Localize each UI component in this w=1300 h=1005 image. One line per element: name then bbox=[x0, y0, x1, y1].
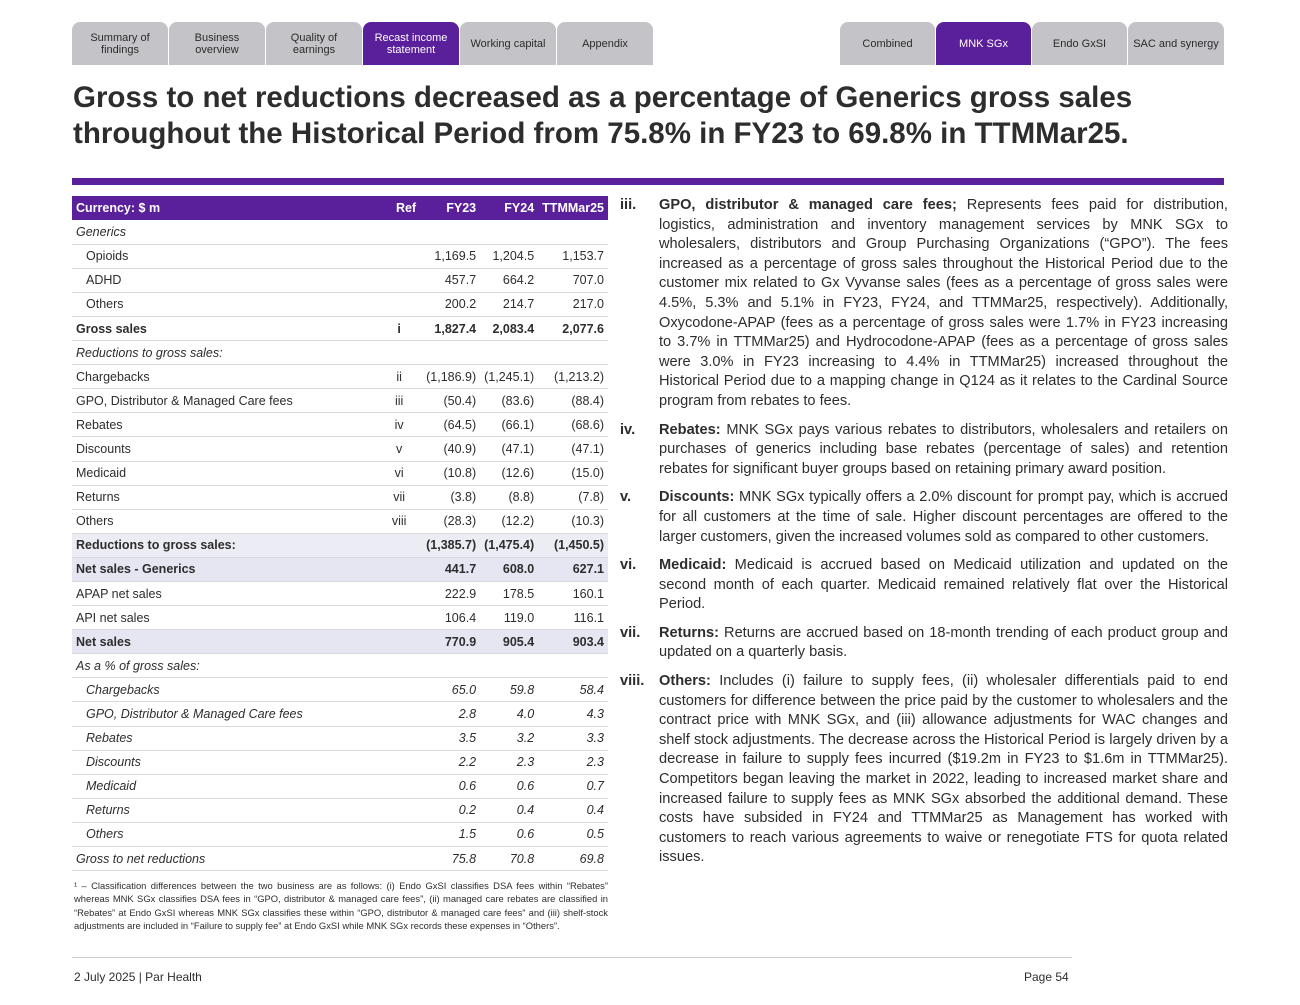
row-fy23-value: 65.0 bbox=[422, 678, 480, 702]
item-text: Represents fees paid for distribution, logistics, administration and inventory management services by MNK SGx to wholesalers, distributors and Group Purchasing Organizations (“GPO”). The fees increased as a percentage of gross sales throughout the Historical Period due to the customer mix related to Gx Vyvanse sales (fees as a percentage of gross sales were 4.5%, 5.3% and 5.1% in FY23, FY24, and TTMMar25, respectively). Additionally, Oxycodone-APAP (fees as a percentage of gross sales were 1.7% in FY23 increasing to 3.7% in TTMMar25) and Hydrocodone-APAP (fees as a percentage of gross sales were 3.0% in FY23 increasing to 4.4% in TTMMar25) increased throughout the Historical Period due to a mapping change in Q124 as it relates to the Cardinal Source program from rebates to fees. bbox=[659, 197, 1228, 409]
row-label: Opioids bbox=[72, 244, 376, 268]
table-row bbox=[72, 292, 608, 316]
item-number: viii. bbox=[620, 673, 645, 690]
row-fy23-value: 0.6 bbox=[422, 774, 480, 798]
row-fy24-value: 70.8 bbox=[480, 847, 538, 871]
table-row bbox=[72, 702, 608, 726]
row-label: API net sales bbox=[72, 606, 376, 630]
row-label: Reductions to gross sales: bbox=[72, 533, 376, 557]
table-row bbox=[72, 750, 608, 774]
row-fy23-value: 441.7 bbox=[422, 557, 480, 581]
row-fy24-value: (12.2) bbox=[480, 509, 538, 533]
row-ttmmar25-value: 1,153.7 bbox=[538, 244, 608, 268]
footer-date-client: 2 July 2025 | Par Health bbox=[74, 970, 202, 984]
item-heading: GPO, distributor & managed care fees; bbox=[659, 197, 957, 213]
row-label: Returns bbox=[72, 798, 376, 822]
table-row bbox=[72, 533, 608, 557]
table-row bbox=[72, 413, 608, 437]
header-ref: Ref bbox=[376, 196, 422, 220]
tab-sac-and-synergy[interactable]: SAC and synergy bbox=[1128, 22, 1224, 65]
row-fy24-value: 178.5 bbox=[480, 582, 538, 606]
row-label: Others bbox=[72, 822, 376, 846]
row-label: Generics bbox=[72, 220, 376, 244]
row-label: Discounts bbox=[72, 437, 376, 461]
row-ref bbox=[376, 726, 422, 750]
row-ttmmar25-value: (7.8) bbox=[538, 485, 608, 509]
section-tabs bbox=[72, 22, 654, 65]
item-body bbox=[659, 556, 1228, 615]
row-ref bbox=[376, 220, 422, 244]
row-label: Net sales bbox=[72, 630, 376, 654]
row-ref: v bbox=[376, 437, 422, 461]
commentary-item bbox=[620, 488, 1228, 547]
table-row bbox=[72, 461, 608, 485]
row-ttmmar25-value: (1,213.2) bbox=[538, 365, 608, 389]
header-ttmmar25: TTMMar25 bbox=[538, 196, 608, 220]
table-footnote: ¹ – Classification differences between the two business are as follows: (i) Endo GxSI classifies DSA fees within “Rebates” whereas MNK SGx classifies DSA fees in “GPO, distributor & managed care fees”, (ii) managed care rebates are classified in “Rebates” at Endo GxSI whereas MNK SGx classifies these within “GPO, distributor & managed care fees” and (iii) shelf-stock adjustments are included in “Failure to supply fee” at Endo GxSI while MNK SGx records these expenses in “Others”. bbox=[74, 880, 608, 932]
table-row bbox=[72, 847, 608, 871]
row-fy23-value: 2.2 bbox=[422, 750, 480, 774]
commentary-item bbox=[620, 672, 1228, 868]
row-ttmmar25-value bbox=[538, 654, 608, 678]
row-label: Net sales - Generics bbox=[72, 557, 376, 581]
table-row bbox=[72, 798, 608, 822]
table-row bbox=[72, 678, 608, 702]
header-currency: Currency: $ m bbox=[72, 196, 376, 220]
row-ref bbox=[376, 606, 422, 630]
row-label: ADHD bbox=[72, 268, 376, 292]
item-body bbox=[659, 488, 1228, 547]
table-row bbox=[72, 316, 608, 340]
table-body bbox=[72, 220, 608, 871]
row-fy24-value: 0.4 bbox=[480, 798, 538, 822]
row-label: As a % of gross sales: bbox=[72, 654, 376, 678]
row-ref bbox=[376, 847, 422, 871]
commentary-item bbox=[620, 421, 1228, 480]
header-fy24: FY24 bbox=[480, 196, 538, 220]
row-label: GPO, Distributor & Managed Care fees bbox=[72, 389, 376, 413]
table-row bbox=[72, 389, 608, 413]
row-ttmmar25-value: 707.0 bbox=[538, 268, 608, 292]
row-ref bbox=[376, 341, 422, 365]
row-ttmmar25-value: 58.4 bbox=[538, 678, 608, 702]
row-ttmmar25-value: 0.7 bbox=[538, 774, 608, 798]
row-fy23-value: 457.7 bbox=[422, 268, 480, 292]
row-ref bbox=[376, 582, 422, 606]
row-label: Chargebacks bbox=[72, 365, 376, 389]
row-fy24-value: 214.7 bbox=[480, 292, 538, 316]
row-ref bbox=[376, 630, 422, 654]
row-label: GPO, Distributor & Managed Care fees bbox=[72, 702, 376, 726]
row-label: Others bbox=[72, 292, 376, 316]
commentary-item bbox=[620, 196, 1228, 412]
row-ref: vii bbox=[376, 485, 422, 509]
row-fy23-value: (28.3) bbox=[422, 509, 480, 533]
row-ttmmar25-value: 2.3 bbox=[538, 750, 608, 774]
row-fy23-value: 3.5 bbox=[422, 726, 480, 750]
row-ref bbox=[376, 750, 422, 774]
row-ttmmar25-value: (68.6) bbox=[538, 413, 608, 437]
item-number: vii. bbox=[620, 624, 641, 641]
tab-quality-of-earnings[interactable]: Quality of earnings bbox=[266, 22, 362, 65]
row-ttmmar25-value bbox=[538, 341, 608, 365]
row-label: Discounts bbox=[72, 750, 376, 774]
footer-divider bbox=[72, 957, 1072, 958]
table-header-row bbox=[72, 196, 608, 220]
row-label: Reductions to gross sales: bbox=[72, 341, 376, 365]
row-label: Gross sales bbox=[72, 316, 376, 340]
row-ref bbox=[376, 268, 422, 292]
table-row bbox=[72, 437, 608, 461]
row-ttmmar25-value: (88.4) bbox=[538, 389, 608, 413]
row-fy23-value: 75.8 bbox=[422, 847, 480, 871]
table-row bbox=[72, 341, 608, 365]
table-row bbox=[72, 822, 608, 846]
row-ref: viii bbox=[376, 509, 422, 533]
row-fy24-value: 1,204.5 bbox=[480, 244, 538, 268]
item-number: iv. bbox=[620, 421, 636, 438]
row-ref bbox=[376, 774, 422, 798]
row-label: APAP net sales bbox=[72, 582, 376, 606]
header-fy23: FY23 bbox=[422, 196, 480, 220]
row-fy24-value bbox=[480, 341, 538, 365]
row-ttmmar25-value: 3.3 bbox=[538, 726, 608, 750]
row-fy23-value: (10.8) bbox=[422, 461, 480, 485]
table-row bbox=[72, 630, 608, 654]
entity-tabs bbox=[840, 22, 1225, 65]
row-ttmmar25-value: 627.1 bbox=[538, 557, 608, 581]
row-ttmmar25-value: (47.1) bbox=[538, 437, 608, 461]
row-ttmmar25-value: 160.1 bbox=[538, 582, 608, 606]
row-ttmmar25-value bbox=[538, 220, 608, 244]
row-fy23-value bbox=[422, 341, 480, 365]
table-row bbox=[72, 220, 608, 244]
tab-appendix[interactable]: Appendix bbox=[557, 22, 653, 65]
item-heading: Rebates: bbox=[659, 421, 721, 438]
row-fy23-value: 0.2 bbox=[422, 798, 480, 822]
row-fy24-value: 59.8 bbox=[480, 678, 538, 702]
row-ttmmar25-value: 217.0 bbox=[538, 292, 608, 316]
row-label: Medicaid bbox=[72, 774, 376, 798]
item-text: MNK SGx pays various rebates to distributors, wholesalers and retailers on purchases of generics including base rebates (percentage of sales) and retention rebates for significant buyer groups based on retaining primary award position. bbox=[659, 421, 1228, 477]
row-fy24-value: 905.4 bbox=[480, 630, 538, 654]
row-ttmmar25-value: (1,450.5) bbox=[538, 533, 608, 557]
row-ttmmar25-value: 0.5 bbox=[538, 822, 608, 846]
row-ttmmar25-value: 903.4 bbox=[538, 630, 608, 654]
row-ref bbox=[376, 798, 422, 822]
row-fy23-value: (1,186.9) bbox=[422, 365, 480, 389]
item-heading: Medicaid: bbox=[659, 557, 727, 574]
row-fy23-value: (3.8) bbox=[422, 485, 480, 509]
row-fy23-value bbox=[422, 220, 480, 244]
tab-working-capital[interactable]: Working capital bbox=[460, 22, 556, 65]
row-ref bbox=[376, 702, 422, 726]
table-row bbox=[72, 654, 608, 678]
row-ttmmar25-value: 0.4 bbox=[538, 798, 608, 822]
row-ttmmar25-value: 116.1 bbox=[538, 606, 608, 630]
row-fy23-value: 200.2 bbox=[422, 292, 480, 316]
item-text: MNK SGx typically offers a 2.0% discount for prompt pay, which is accrued for all customers at the time of sale. Higher discount percentages are offered to the larger customers, given the increased volumes sold as compared to other customers. bbox=[659, 489, 1228, 545]
tab-summary-of-findings[interactable]: Summary of findings bbox=[72, 22, 168, 65]
row-label: Rebates bbox=[72, 413, 376, 437]
row-fy24-value: (47.1) bbox=[480, 437, 538, 461]
item-heading: Discounts: bbox=[659, 489, 735, 506]
row-fy23-value: 106.4 bbox=[422, 606, 480, 630]
table-row bbox=[72, 582, 608, 606]
table-row bbox=[72, 606, 608, 630]
commentary bbox=[620, 196, 1228, 877]
row-fy24-value: (66.1) bbox=[480, 413, 538, 437]
row-ref bbox=[376, 557, 422, 581]
row-ref: iii bbox=[376, 389, 422, 413]
tab-combined[interactable]: Combined bbox=[840, 22, 935, 65]
row-label: Returns bbox=[72, 485, 376, 509]
row-fy23-value: 1.5 bbox=[422, 822, 480, 846]
table-row bbox=[72, 774, 608, 798]
row-ref: ii bbox=[376, 365, 422, 389]
row-label: Medicaid bbox=[72, 461, 376, 485]
table-row bbox=[72, 244, 608, 268]
row-fy24-value: (8.8) bbox=[480, 485, 538, 509]
row-fy24-value bbox=[480, 220, 538, 244]
commentary-item bbox=[620, 624, 1228, 663]
commentary-item bbox=[620, 556, 1228, 615]
row-ref bbox=[376, 654, 422, 678]
row-ref: vi bbox=[376, 461, 422, 485]
row-fy23-value bbox=[422, 654, 480, 678]
row-fy24-value: (12.6) bbox=[480, 461, 538, 485]
row-fy24-value: 608.0 bbox=[480, 557, 538, 581]
row-label: Gross to net reductions bbox=[72, 847, 376, 871]
row-fy24-value: 2,083.4 bbox=[480, 316, 538, 340]
row-fy23-value: 222.9 bbox=[422, 582, 480, 606]
item-number: v. bbox=[620, 489, 632, 506]
row-fy24-value: (1,245.1) bbox=[480, 365, 538, 389]
row-ttmmar25-value: 2,077.6 bbox=[538, 316, 608, 340]
row-ref: i bbox=[376, 316, 422, 340]
row-ref bbox=[376, 822, 422, 846]
tab-recast-income-statement[interactable]: Recast income statement bbox=[363, 22, 459, 65]
row-fy23-value: (1,385.7) bbox=[422, 533, 480, 557]
row-fy24-value: 0.6 bbox=[480, 774, 538, 798]
row-label: Rebates bbox=[72, 726, 376, 750]
title-divider bbox=[72, 178, 1224, 185]
row-ttmmar25-value: (15.0) bbox=[538, 461, 608, 485]
table-row bbox=[72, 268, 608, 292]
page-title: Gross to net reductions decreased as a percentage of Generics gross sales throughout the Historical Period from 75.8% in FY23 to 69.8% in TTMMar25. bbox=[73, 81, 1133, 150]
gross-to-net-table bbox=[72, 196, 608, 871]
row-ref bbox=[376, 292, 422, 316]
table-row bbox=[72, 726, 608, 750]
row-fy24-value: 2.3 bbox=[480, 750, 538, 774]
row-ttmmar25-value: 69.8 bbox=[538, 847, 608, 871]
row-ttmmar25-value: 4.3 bbox=[538, 702, 608, 726]
item-number: iii. bbox=[620, 197, 637, 213]
row-ttmmar25-value: (10.3) bbox=[538, 509, 608, 533]
page-number: Page 54 bbox=[1024, 970, 1069, 984]
row-ref bbox=[376, 533, 422, 557]
table-row bbox=[72, 557, 608, 581]
table-row bbox=[72, 365, 608, 389]
table-row bbox=[72, 485, 608, 509]
item-heading: Returns: bbox=[659, 624, 719, 641]
row-fy24-value: (83.6) bbox=[480, 389, 538, 413]
row-fy24-value: 664.2 bbox=[480, 268, 538, 292]
row-ref: iv bbox=[376, 413, 422, 437]
row-fy24-value: 119.0 bbox=[480, 606, 538, 630]
row-fy23-value: 1,827.4 bbox=[422, 316, 480, 340]
row-fy23-value: 1,169.5 bbox=[422, 244, 480, 268]
row-fy24-value: (1,475.4) bbox=[480, 533, 538, 557]
item-heading: Others: bbox=[659, 673, 711, 690]
row-ref bbox=[376, 244, 422, 268]
item-text: Includes (i) failure to supply fees, (ii) wholesaler differentials paid to end customers for difference between the price paid by the customer to wholesalers and the contract price with MNK SGx, and (iii) allowance adjustments for WAC changes and shelf stock adjustments. The decrease across the Historical Period is largely driven by a decrease in failure to supply fees incurred ($19.2m in FY23 to $1.6m in TTMMar25). Competitors began leaving the market in 2022, leading to increased market share and increased failure to supply fees as MNK SGx absorbed the additional demand. These costs have subsided in FY24 and TTMMar25 as Management has worked with customers to reach various agreements to waive or renegotiate FTS for quota related issues. bbox=[659, 673, 1228, 866]
tab-mnk-sgx[interactable]: MNK SGx bbox=[936, 22, 1031, 65]
row-fy24-value: 0.6 bbox=[480, 822, 538, 846]
item-text: Returns are accrued based on 18-month trending of each product group and updated on a quarterly basis. bbox=[659, 624, 1228, 661]
row-fy24-value: 4.0 bbox=[480, 702, 538, 726]
item-text: Medicaid is accrued based on Medicaid utilization and updated on the second month of each quarter. Medicaid remained relatively flat over the Historical Period. bbox=[659, 557, 1228, 613]
row-label: Others bbox=[72, 509, 376, 533]
row-fy23-value: (50.4) bbox=[422, 389, 480, 413]
item-body bbox=[659, 421, 1228, 480]
row-fy24-value bbox=[480, 654, 538, 678]
item-body bbox=[659, 672, 1228, 868]
table-row bbox=[72, 509, 608, 533]
row-fy23-value: (64.5) bbox=[422, 413, 480, 437]
row-fy24-value: 3.2 bbox=[480, 726, 538, 750]
row-fy23-value: 2.8 bbox=[422, 702, 480, 726]
row-fy23-value: (40.9) bbox=[422, 437, 480, 461]
tab-endo-gxsi[interactable]: Endo GxSI bbox=[1032, 22, 1127, 65]
item-number: vi. bbox=[620, 557, 637, 574]
row-label: Chargebacks bbox=[72, 678, 376, 702]
item-body bbox=[659, 196, 1228, 412]
tab-business-overview[interactable]: Business overview bbox=[169, 22, 265, 65]
row-fy23-value: 770.9 bbox=[422, 630, 480, 654]
item-body bbox=[659, 624, 1228, 663]
row-ref bbox=[376, 678, 422, 702]
